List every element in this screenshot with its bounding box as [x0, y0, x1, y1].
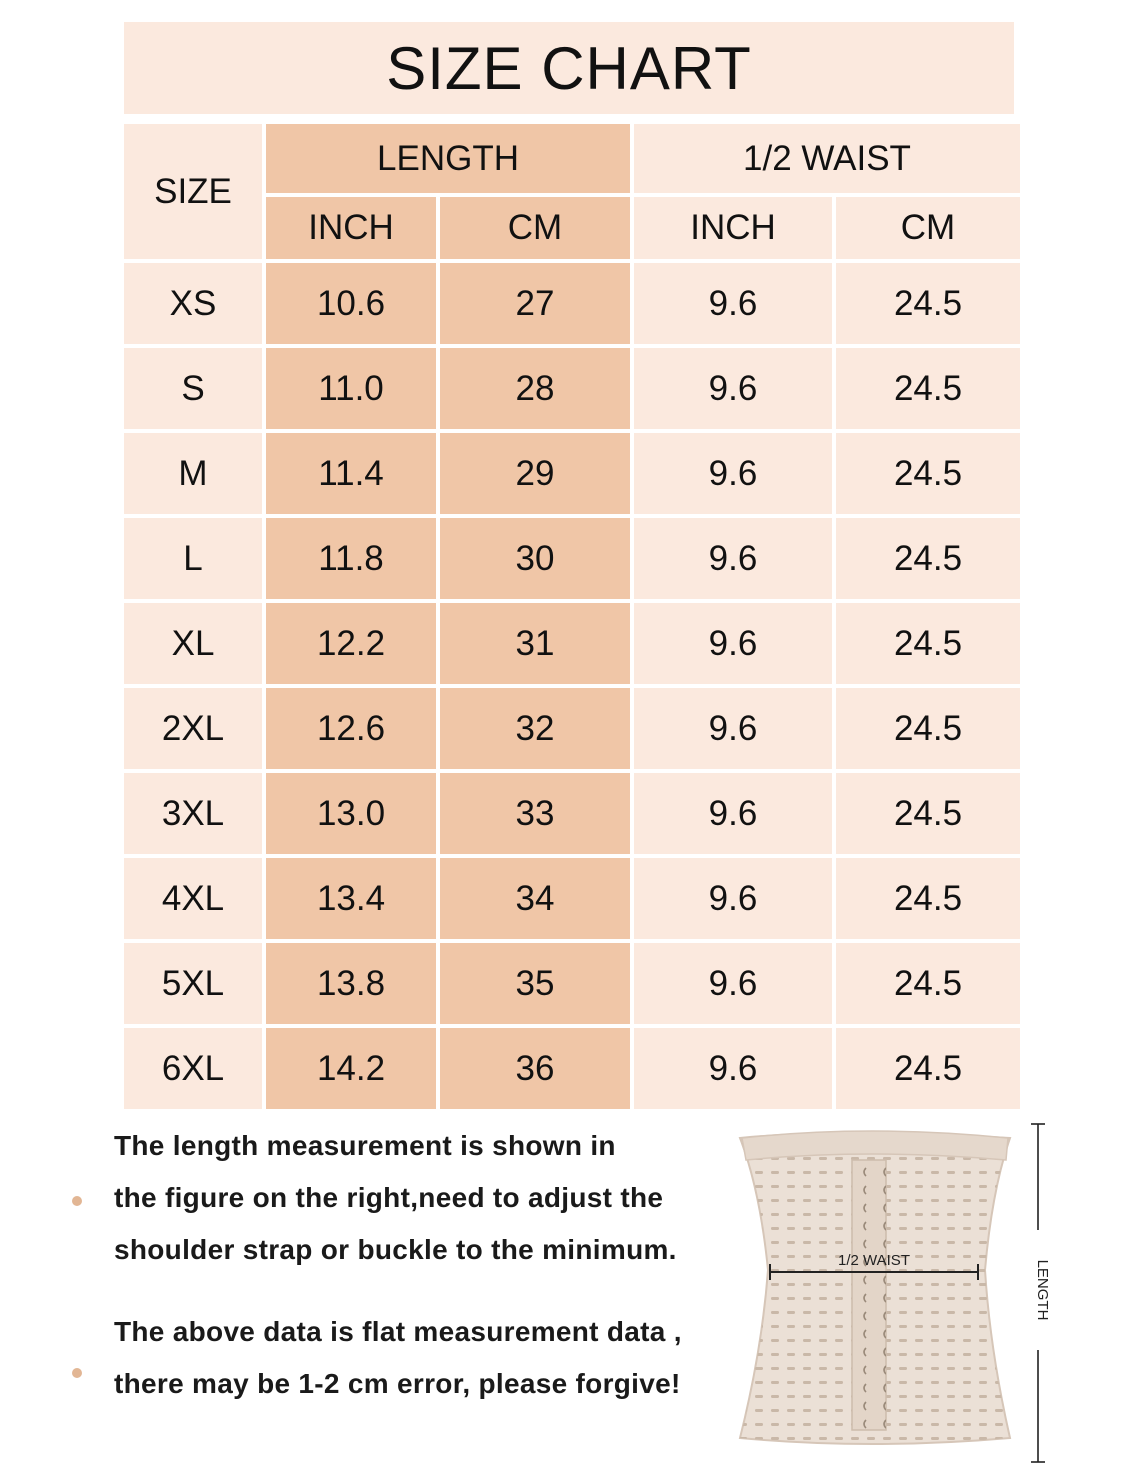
length-cm-cell: 33 — [440, 773, 630, 854]
length-inch-cell: 13.8 — [266, 943, 436, 1024]
waist-inch-cell: 9.6 — [634, 773, 832, 854]
waist-inch-cell: 9.6 — [634, 518, 832, 599]
note-line: shoulder strap or buckle to the minimum. — [114, 1234, 677, 1265]
length-inch-cell: 11.0 — [266, 348, 436, 429]
waist-cm-cell: 24.5 — [836, 688, 1020, 769]
size-cell: 3XL — [124, 773, 262, 854]
size-cell: 6XL — [124, 1028, 262, 1109]
waist-column-header: 1/2 WAIST — [634, 124, 1020, 193]
size-cell: 4XL — [124, 858, 262, 939]
size-cell: S — [124, 348, 262, 429]
waist-cm-cell: 24.5 — [836, 348, 1020, 429]
length-cm-cell: 34 — [440, 858, 630, 939]
waist-trainer-figure — [720, 1110, 1120, 1468]
length-cm-cell: 30 — [440, 518, 630, 599]
length-cm-cell: 31 — [440, 603, 630, 684]
waist-cm-cell: 24.5 — [836, 433, 1020, 514]
bullet-dot-icon — [72, 1368, 82, 1378]
waist-inch-header: INCH — [634, 197, 832, 259]
waist-cm-cell: 24.5 — [836, 518, 1020, 599]
page-title: SIZE CHART — [386, 34, 752, 102]
waist-inch-cell: 9.6 — [634, 263, 832, 344]
waist-inch-cell: 9.6 — [634, 1028, 832, 1109]
size-cell: L — [124, 518, 262, 599]
length-inch-cell: 14.2 — [266, 1028, 436, 1109]
length-inch-cell: 13.4 — [266, 858, 436, 939]
waist-inch-cell: 9.6 — [634, 858, 832, 939]
waist-inch-cell: 9.6 — [634, 603, 832, 684]
title-banner — [124, 22, 1014, 114]
waist-cm-cell: 24.5 — [836, 858, 1020, 939]
waist-label: 1/2 WAIST — [838, 1252, 910, 1269]
waist-cm-cell: 24.5 — [836, 1028, 1020, 1109]
length-inch-cell: 10.6 — [266, 263, 436, 344]
length-cm-cell: 28 — [440, 348, 630, 429]
note-line: The above data is flat measurement data , — [114, 1316, 682, 1347]
length-cm-cell: 32 — [440, 688, 630, 769]
size-cell: XL — [124, 603, 262, 684]
length-cm-cell: 36 — [440, 1028, 630, 1109]
waist-inch-cell: 9.6 — [634, 348, 832, 429]
note-line: The length measurement is shown in — [114, 1130, 616, 1161]
length-cm-cell: 27 — [440, 263, 630, 344]
waist-cm-cell: 24.5 — [836, 603, 1020, 684]
length-cm-header: CM — [440, 197, 630, 259]
length-inch-cell: 11.4 — [266, 433, 436, 514]
length-column-header: LENGTH — [266, 124, 630, 193]
waist-cm-header: CM — [836, 197, 1020, 259]
length-label: LENGTH — [1034, 1259, 1051, 1321]
waist-inch-cell: 9.6 — [634, 433, 832, 514]
waist-cm-cell: 24.5 — [836, 773, 1020, 854]
waist-cm-cell: 24.5 — [836, 943, 1020, 1024]
note-line: there may be 1-2 cm error, please forgive! — [114, 1368, 681, 1399]
bullet-dot-icon — [72, 1196, 82, 1206]
size-chart-table — [124, 124, 1014, 1094]
size-cell: 2XL — [124, 688, 262, 769]
length-inch-cell: 11.8 — [266, 518, 436, 599]
size-cell: 5XL — [124, 943, 262, 1024]
length-inch-cell: 13.0 — [266, 773, 436, 854]
size-cell: M — [124, 433, 262, 514]
note-line: the figure on the right,need to adjust the — [114, 1182, 664, 1213]
size-column-header: SIZE — [124, 124, 262, 259]
garment — [740, 1131, 1010, 1444]
size-cell: XS — [124, 263, 262, 344]
length-inch-cell: 12.2 — [266, 603, 436, 684]
length-measure-line — [1031, 1124, 1051, 1462]
length-cm-cell: 29 — [440, 433, 630, 514]
length-cm-cell: 35 — [440, 943, 630, 1024]
waist-cm-cell: 24.5 — [836, 263, 1020, 344]
waist-inch-cell: 9.6 — [634, 943, 832, 1024]
length-inch-header: INCH — [266, 197, 436, 259]
length-inch-cell: 12.6 — [266, 688, 436, 769]
waist-inch-cell: 9.6 — [634, 688, 832, 769]
